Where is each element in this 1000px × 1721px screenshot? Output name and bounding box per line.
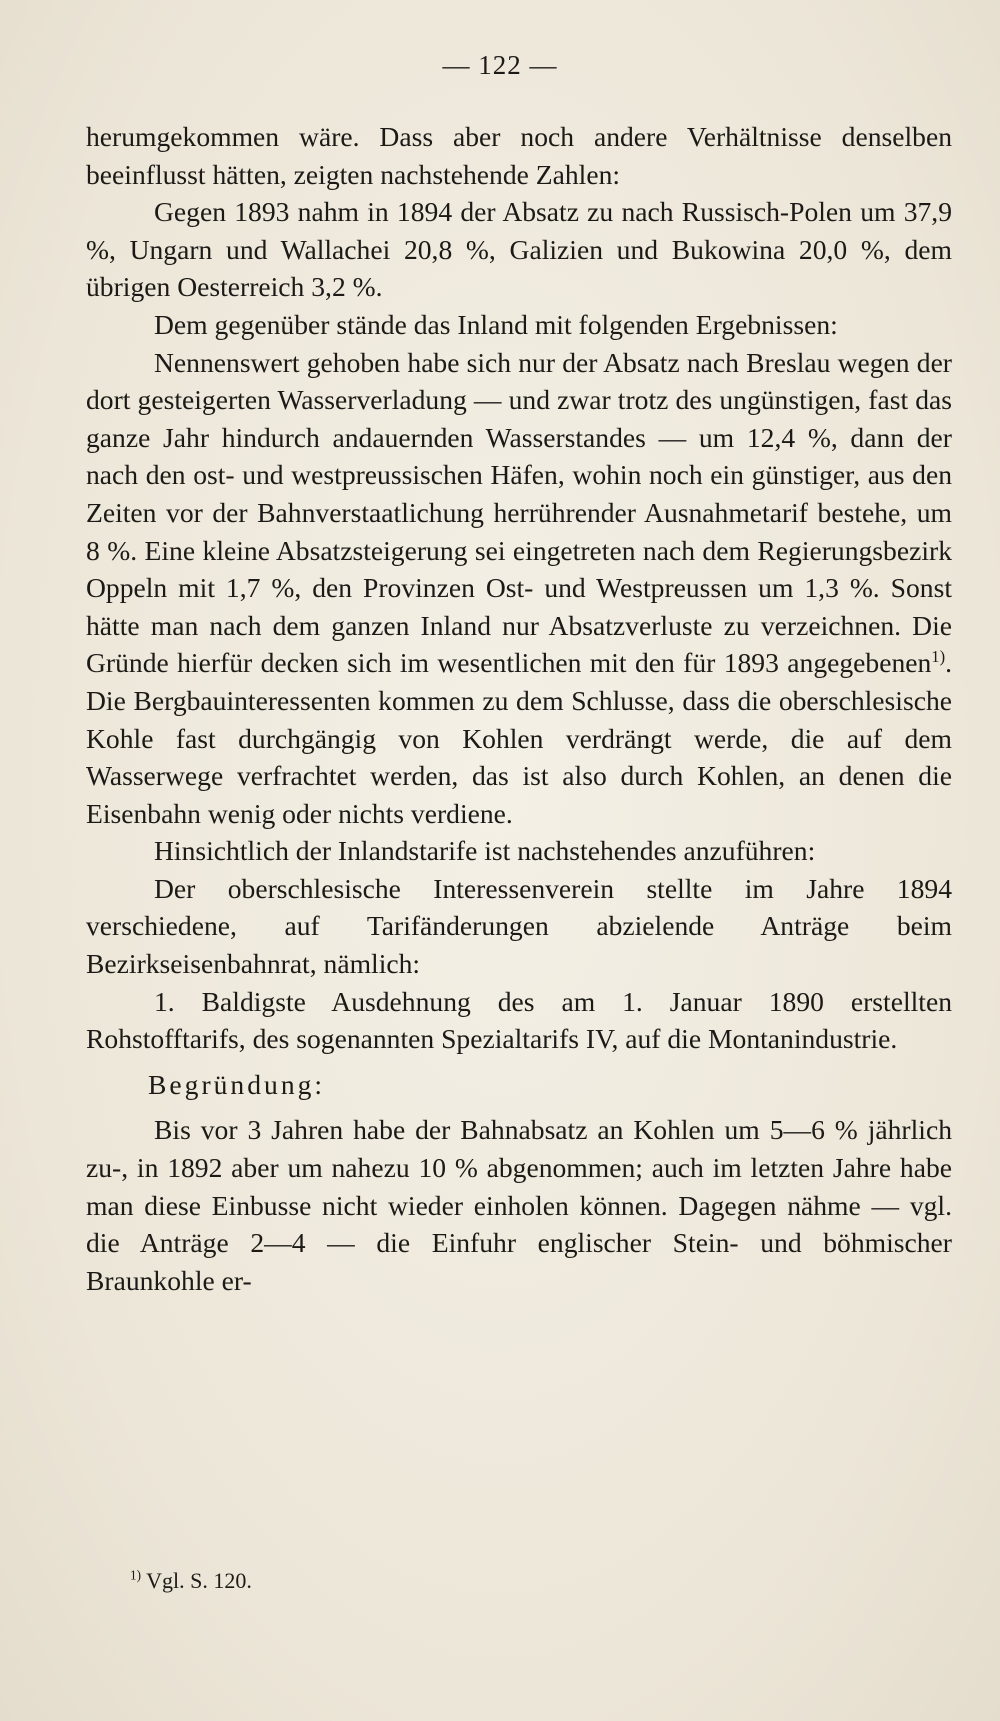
paragraph: Bis vor 3 Jahren habe der Bahnabsatz an Kohlen um 5—6 % jährlich zu-, in 1892 aber um nahezu 10 % abgenommen; auch im letzten Jahre habe man diese Einbusse nicht wieder einholen können. Dagegen nähme — vgl. die Anträge 2—4 — die Einfuhr englischer Stein- und böhmischer Braunkohle er- — [86, 1114, 952, 1296]
body-text — [86, 118, 952, 1299]
footnote-number: 1) — [130, 1567, 141, 1583]
paragraph: Der oberschlesische Interessenverein stellte im Jahre 1894 verschiedene, auf Tarifänderungen abzielende Anträge beim Bezirkseisenbahnrat, nämlich: — [86, 872, 952, 980]
paragraph: herumgekommen wäre. Dass aber noch andere Verhältnisse denselben beeinflusst hätten, zeigten nachstehende Zahlen: — [86, 121, 952, 190]
numbered-item: 1. Baldigste Ausdehnung des am 1. Januar 1890 erstellten Rohstofftarifs, des sogenannten Spezialtarifs IV, auf die Montanindustrie. — [86, 985, 952, 1055]
paragraph: Nennenswert gehoben habe sich nur der Absatz nach Breslau wegen der dort gesteigerten Wasserverladung — und zwar trotz des ungünstigen, fast das ganze Jahr hindurch andauernden Wasserstandes — um 12,4 %, dann der nach den ost- und westpreussischen Häfen, wohin noch ein günstiger, aus den Zeiten vor der Bahnverstaatlichung herrührender Ausnahmetarif bestehe, um 8 %. Eine kleine Absatzsteigerung sei eingetreten nach dem Regierungsbezirk Oppeln mit 1,7 %, den Provinzen Ost- und Westpreussen um 1,3 %. Sonst hätte man nach dem ganzen Inland nur Absatzverluste zu verzeichnen. Die Gründe hierfür decken sich im wesentlichen mit den für 1893 angegebenen$^{1)}$. Die Bergbauinteressenten kommen zu dem Schlusse, dass die oberschlesische Kohle fast durchgängig von Kohlen verdrängt werde, die auf dem Wasserwege verfrachtet werden, das ist also durch Kohlen, an denen die Eisenbahn wenig oder nichts verdiene. — [86, 346, 952, 829]
footnote-text: Vgl. S. 120. — [146, 1568, 252, 1593]
section-label: Begründung: — [148, 1068, 326, 1100]
paragraph-text: Die Bergbauinteressenten kommen zu dem Schlusse, dass die oberschlesische Kohle fast durchgängig von Kohlen verdrängt werde, die auf dem Wasserwege verfrachtet werden, das ist also durch Kohlen, an denen die Eisenbahn wenig oder nichts verdiene. — [86, 684, 952, 829]
paragraph: Dem gegenüber stände das Inland mit folgenden Ergebnissen: — [154, 308, 838, 340]
page-number: — 122 — — [442, 50, 558, 80]
paragraph: Hinsichtlich der Inlandstarife ist nachstehendes anzuführen: — [154, 835, 816, 867]
footnote-marker: 1) — [931, 647, 946, 667]
paragraph: Gegen 1893 nahm in 1894 der Absatz zu nach Russisch-Polen um 37,9 %, Ungarn und Wallachei 20,8 %, Galizien und Bukowina 20,0 %, dem übrigen Oesterreich 3,2 %. — [86, 196, 952, 303]
paragraph-text: Nennenswert gehoben habe sich nur der Absatz nach Breslau wegen der dort gesteigerten Wasserverladung — und zwar trotz des ungünstigen, fast das ganze Jahr hindurch andauernden Wasserstandes — um 12,4 %, dann der nach den ost- und westpreussischen Häfen, wohin noch ein günstiger, aus den Zeiten vor der Bahnverstaatlichung herrührender Ausnahmetarif bestehe, um 8 %. Eine kleine Absatzsteigerung sei eingetreten nach dem Regierungsbezirk Oppeln mit 1,7 %, den Provinzen Ost- und Westpreussen um 1,3 %. Sonst hätte man nach dem ganzen Inland nur Absatzverluste zu verzeichnen. Die Gründe hierfür decken sich im wesentlichen mit den für 1893 angegebenen — [86, 346, 952, 679]
footnote — [130, 1568, 252, 1594]
